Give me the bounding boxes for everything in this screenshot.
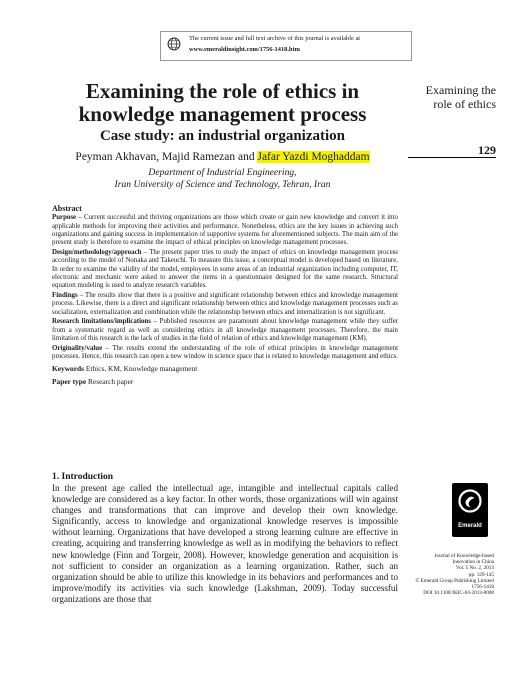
paper-title [40,80,405,126]
author-affiliation [40,167,405,191]
journal-meta-line: pp. 129-145 [468,571,494,578]
page-number: 129 [478,143,496,157]
globe-icon [167,37,181,51]
journal-meta-line: Journal of Knowledge-based [434,553,494,559]
design-label: Design/methodology/approach [52,249,142,257]
abstract-heading: Abstract [52,204,82,213]
journal-meta-line: Innovation in China [452,559,494,566]
limitations-text: – Published resources are paramount about knowledge management while they suffer from a systematic regard as well as considering ethics in all knowledge management processes. Therefore, the main limitation of this research is the lack of studies in the field of relation of ethics and knowledge management (KM). [52,318,399,343]
abstract-originality [52,345,398,362]
author-list [40,151,405,163]
findings-label: Findings [52,292,78,300]
emerald-logo-icon [458,489,482,513]
journal-meta-line: 1756-1418 [471,584,494,591]
journal-meta-line: Vol. 5 No. 2, 2013 [455,565,494,572]
introduction-heading: 1. Introduction [52,472,114,482]
running-head-line-1: Examining the [425,83,496,97]
abstract-findings [52,292,398,317]
keywords-text: Ethics, KM, Knowledge management [84,364,198,374]
originality-text: – The results extend the understanding of the role of ethical principles in knowledge management processes. Hence, this research can open a new window in science space that is related to knowledge management and ethics. [52,344,398,361]
purpose-label: Purpose [52,214,77,222]
page-number-rule [408,157,496,158]
paper-subtitle: Case study: an industrial organization [99,128,346,144]
archive-notice-box [160,31,412,61]
abstract-purpose [52,214,398,247]
journal-meta-line: © Emerald Group Publishing Limited [415,577,494,584]
abstract-section [52,205,398,386]
limitations-label: Research limitations/implications [52,318,151,326]
keywords-label: Keywords [52,364,85,374]
originality-label: Originality/value [52,344,103,352]
emerald-logo [452,483,488,537]
paper-type-text: Research paper [86,376,134,386]
paper-type-line [52,378,398,386]
findings-text: – The results show that there is a positive and significant relationship between ethics and knowledge management process. Likewise, there is a direct and significant relationship between ethics and knowledge management processes such as socialization, externalization and combination while the relationship between ethics and internalization is not significant. [52,292,398,316]
running-head-line-2: role of ethics [433,97,496,111]
archive-url-link[interactable]: www.emeraldinsight.com/1756-1418.htm [189,46,300,53]
paper-title-line-1: Examining the role of ethics in [85,79,360,103]
paper-type-label: Paper type [52,376,87,386]
highlighted-author: Jafar Yazdi Moghaddam [257,151,370,163]
affiliation-line-2: Iran University of Science and Technology, Tehran, Iran [114,179,331,190]
introduction-text: In the present age called the intellectual age, intangible and intellectual capitals called knowledge are considered as a key factor. In other words, those organizations will win against changes and transformations that can improve and develop their own knowledge. Significantly, access to knowledge and organizational knowledge reserves is impossible without learning. Organizations that have developed a strong learning culture are effective in creating, acquiring and transferring knowledge as well as in modifying the behaviors to reflect new knowledge (Finn and Torgeir, 2008). However, knowledge generation and acquisition is not sufficient to consider an organization as a learning organization. Rather, such an organization should be able to utilize this knowledge in its behaviors and performances and to improve/modify its activities via such knowledge (Lakshman, 2009). Today successful organizations are those that [52,483,398,604]
design-text: – The present paper tries to study the impact of ethics on knowledge management process according to the model of Nonaka and Takeuchi. To measure this issue, a conceptual model is developed based on literature. In order to examine the validity of the model, employees in some areas of an industrial organization including computer, IT, electronic and mechanic were asked to answer the items in a questionnaire designed for the same research. Structural equation modeling is used to analyze research variables. [52,249,398,290]
paper-title-line-2: knowledge management process [78,102,367,126]
archive-notice-text: The current issue and full text archive of this journal is available at [189,35,361,42]
abstract-design [52,249,398,291]
keywords-line [52,365,398,373]
journal-meta-line: DOI 10.1108/JKIC-04-2013-0008 [423,590,494,597]
journal-metadata [412,553,494,596]
running-head [408,83,496,111]
emerald-logo-wordmark: Emerald [458,523,482,529]
authors-text: Peyman Akhavan, Majid Ramezan and [75,151,258,163]
purpose-text: – Current successful and thriving organizations are those which create or gain new knowledge and convert it into applicable methods for improving their activities and performance. Nonetheless, ethics are the key issues in achieving such organizations and gaining success in implementation of supportive systems for aforementioned subjects. The main aim of the present study is therefore to examine the impact of ethical principles on knowledge management processes. [52,214,398,247]
affiliation-line-1: Department of Industrial Engineering, [148,167,297,178]
abstract-limitations [52,318,398,343]
